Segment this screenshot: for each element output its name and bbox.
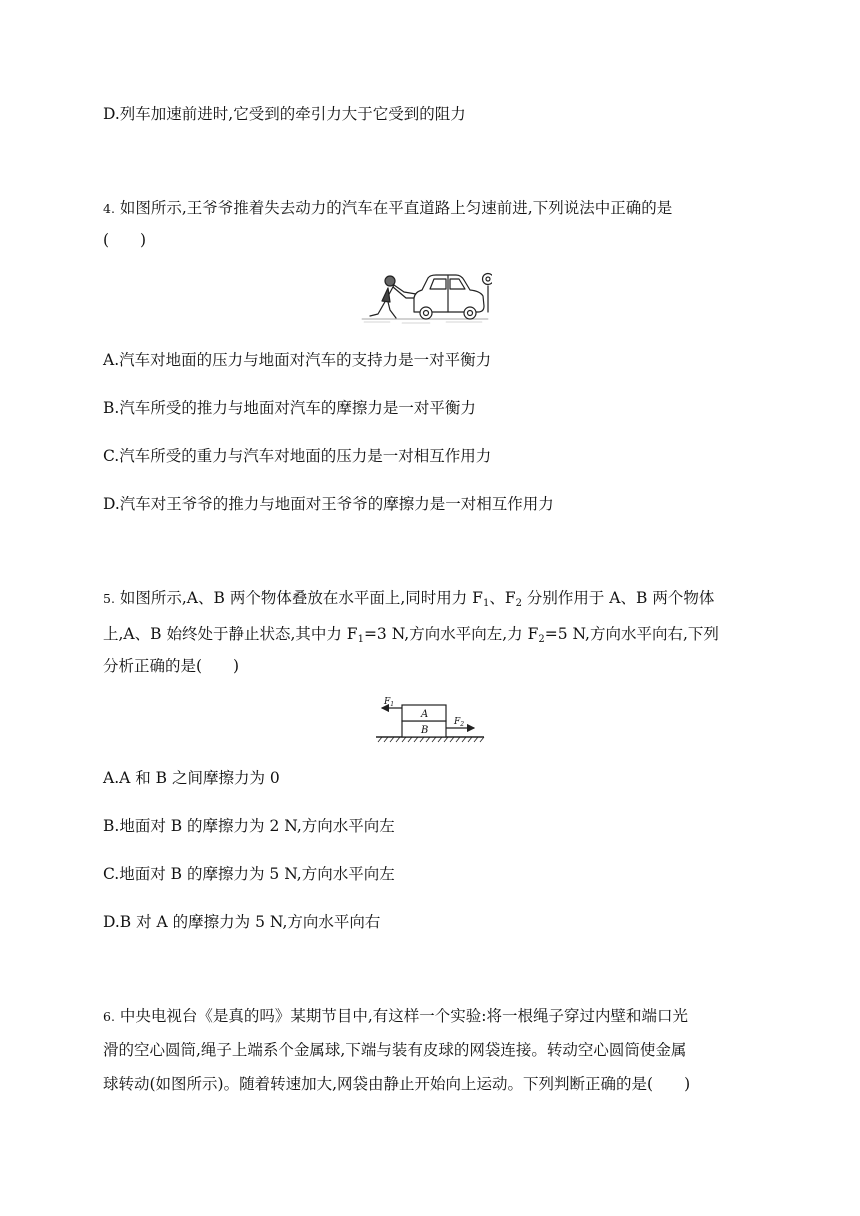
q5-option-c: C.地面对 B 的摩擦力为 5 N,方向水平向左 [103, 865, 395, 883]
q6-stem-line2: 滑的空心圆筒,绳子上端系个金属球,下端与装有皮球的网袋连接。转动空心圆筒使金属 [103, 1041, 687, 1059]
q6-stem-line3: 球转动(如图所示)。随着转速加大,网袋由静止开始向上运动。下列判断正确的是( ) [103, 1075, 691, 1093]
subscript: 2 [515, 598, 522, 609]
q4-stem-text: 如图所示,王爷爷推着失去动力的汽车在平直道路上匀速前进,下列说法中正确的是 [119, 199, 673, 217]
q4-stem-line1 [103, 198, 672, 219]
block-b-label: B [421, 725, 429, 736]
q6-number: 6. [103, 1009, 115, 1024]
q5-stem-text: =3 N,方向水平向左,力 F [363, 625, 539, 643]
q4-option-d: D.汽车对王爷爷的推力与地面对王爷爷的摩擦力是一对相互作用力 [103, 495, 554, 513]
q4-option-c: C.汽车所受的重力与汽车对地面的压力是一对相互作用力 [103, 447, 492, 465]
q5-number: 5. [103, 591, 115, 606]
q5-stem-line3: 分析正确的是( ) [103, 657, 240, 675]
q4-option-a: A.汽车对地面的压力与地面对汽车的支持力是一对平衡力 [103, 351, 492, 369]
q5-stem-text: 如图所示,A、B 两个物体叠放在水平面上,同时用力 F [119, 589, 483, 607]
q4-figure-car-push [360, 268, 492, 326]
q5-option-a: A.A 和 B 之间摩擦力为 0 [103, 769, 280, 787]
subscript: 2 [538, 634, 545, 645]
q4-option-b: B.汽车所受的推力与地面对汽车的摩擦力是一对平衡力 [103, 399, 476, 417]
block-a-label: A [421, 709, 429, 720]
q4-number: 4. [103, 201, 115, 216]
q5-stem-line2 [103, 624, 719, 644]
force-f1-label: $F_1$ [384, 697, 395, 708]
q4-stem-line2: ( ) [103, 231, 147, 249]
q5-stem-text: 上,A、B 始终处于静止状态,其中力 F [103, 625, 358, 643]
q5-figure-blocks [372, 694, 488, 744]
subscript: 1 [482, 598, 490, 609]
force-f2-label: $F_2$ [454, 717, 465, 728]
q5-stem-text: 分别作用于 A、B 两个物体 [521, 589, 715, 607]
q5-stem-line1 [103, 588, 714, 609]
q5-option-b: B.地面对 B 的摩擦力为 2 N,方向水平向左 [103, 817, 395, 835]
subscript: 1 [357, 634, 364, 645]
q6-stem-text: 中央电视台《是真的吗》某期节目中,有这样一个实验:将一根绳子穿过内壁和端口光 [119, 1007, 689, 1025]
q6-stem-line1 [103, 1006, 688, 1027]
q3-option-d: D.列车加速前进时,它受到的牵引力大于它受到的阻力 [103, 105, 466, 123]
q5-stem-text: 、F [489, 589, 516, 607]
q5-stem-text: =5 N,方向水平向右,下列 [544, 625, 719, 643]
q5-option-d: D.B 对 A 的摩擦力为 5 N,方向水平向右 [103, 913, 381, 931]
